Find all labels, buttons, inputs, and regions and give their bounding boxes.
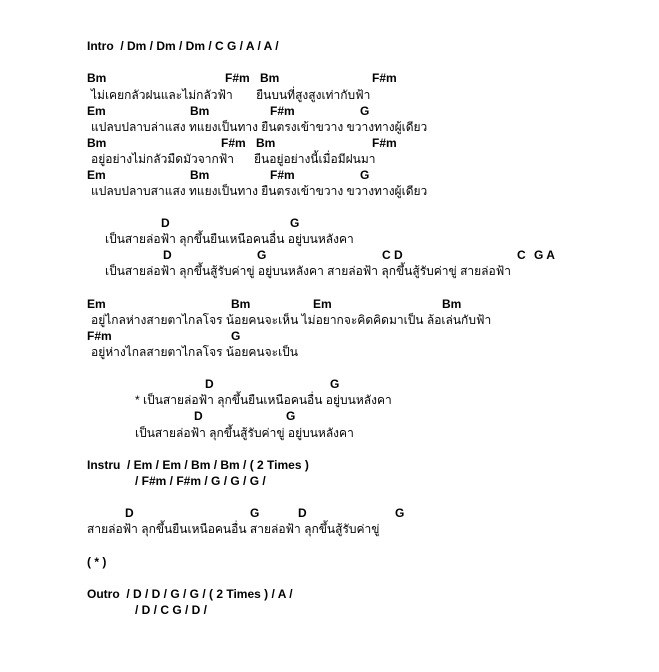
lyric-line: อยู่ห่างไกลสายตาไกลโจร น้อยคนจะเป็น xyxy=(91,345,299,359)
lyric-line: เป็นสายล่อฟ้า ลุกขึ้นยืนเหนือคนอื่น อยู่บนหลังคา xyxy=(105,232,354,246)
chord: G xyxy=(360,104,370,118)
chord-row xyxy=(0,136,659,150)
chord: G xyxy=(290,216,300,230)
chord-row xyxy=(0,409,659,423)
chord: G xyxy=(231,329,241,343)
instru-line: Instru / Em / Em / Bm / Bm / ( 2 Times ) xyxy=(87,458,309,472)
instru-line-2: / F#m / F#m / G / G / G / xyxy=(135,474,266,488)
chord: Bm xyxy=(260,71,280,85)
chord: F#m xyxy=(225,71,250,85)
chord: D xyxy=(161,216,170,230)
chord: Em xyxy=(87,168,106,182)
chord-row xyxy=(0,168,659,182)
chord: G A xyxy=(534,248,555,262)
chord: F#m xyxy=(221,136,246,150)
chord: D xyxy=(163,248,172,262)
chord-row xyxy=(0,377,659,391)
chord: F#m xyxy=(372,136,397,150)
lyric-line: แปลบปลาบล่าแสง ทแยงเป็นทาง ยืนตรงเข้าขวาง ขวางทางผู้เดียว xyxy=(91,120,428,134)
chord-row xyxy=(0,71,659,85)
chord: C xyxy=(517,248,526,262)
lyric-line: สายล่อฟ้า ลุกขึ้นยืนเหนือคนอื่น สายล่อฟ้า ลุกขึ้นสู้รับค่าขู่ xyxy=(87,522,380,536)
chord: Em xyxy=(87,297,106,311)
chord: D xyxy=(205,377,214,391)
chord: G xyxy=(250,506,260,520)
chord: F#m xyxy=(87,329,112,343)
repeat-marker: ( * ) xyxy=(87,555,107,569)
lyric-line: อยู่อย่างไม่กลัวมืดมัวจากฟ้า ยืนอยู่อย่างนี้เมื่อมีฝนมา xyxy=(91,152,376,166)
lyric-line: ไม่เคยกลัวฝนและไม่กลัวฟ้า ยืนบนที่สูงสูงเท่ากับฟ้า xyxy=(91,88,371,102)
chord-row xyxy=(0,506,659,520)
chord: Bm xyxy=(190,168,210,182)
chord: Bm xyxy=(190,104,210,118)
chord-row xyxy=(0,297,659,311)
chord: Bm xyxy=(442,297,462,311)
chord: Bm xyxy=(87,71,107,85)
chord: F#m xyxy=(270,168,295,182)
chord: Bm xyxy=(87,136,107,150)
outro-line: Outro / D / D / G / G / ( 2 Times ) / A / xyxy=(87,587,293,601)
chord: F#m xyxy=(270,104,295,118)
chord: G xyxy=(286,409,296,423)
chord: Bm xyxy=(231,297,251,311)
lyric-line: อยู่ไกลห่างสายตาไกลโจร น้อยคนจะเห็น ไม่อยากจะคิดคิดมาเป็น ล้อเล่นกับฟ้า xyxy=(91,313,492,327)
chord: D xyxy=(194,409,203,423)
chord-row xyxy=(0,329,659,343)
chord: G xyxy=(395,506,405,520)
lyric-line: * เป็นสายล่อฟ้า ลุกขึ้นยืนเหนือคนอื่น อยู่บนหลังคา xyxy=(135,393,392,407)
chord: Bm xyxy=(256,136,276,150)
lyric-line: แปลบปลาบสาแสง ทแยงเป็นทาง ยืนตรงเข้าขวาง ขวางทางผู้เดียว xyxy=(91,184,428,198)
chord-row xyxy=(0,248,659,262)
chord: G xyxy=(360,168,370,182)
chord-row xyxy=(0,216,659,230)
chord: Em xyxy=(313,297,332,311)
chord-row xyxy=(0,104,659,118)
chord: D xyxy=(298,506,307,520)
chord: G xyxy=(257,248,267,262)
intro-line: Intro / Dm / Dm / Dm / C G / A / A / xyxy=(87,39,279,53)
lyric-line: เป็นสายล่อฟ้า ลุกขึ้นสู้รับค่าขู่ อยู่บนหลังคา สายล่อฟ้า ลุกขึ้นสู้รับค่าขู่ สายล่อฟ้า xyxy=(105,264,511,278)
chord: G xyxy=(330,377,340,391)
chord: D xyxy=(125,506,134,520)
chord: Em xyxy=(87,104,106,118)
chord: F#m xyxy=(372,71,397,85)
chord: C D xyxy=(382,248,403,262)
outro-line-2: / D / C G / D / xyxy=(135,603,208,617)
lyric-line: เป็นสายล่อฟ้า ลุกขึ้นสู้รับค่าขู่ อยู่บนหลังคา xyxy=(135,426,354,440)
